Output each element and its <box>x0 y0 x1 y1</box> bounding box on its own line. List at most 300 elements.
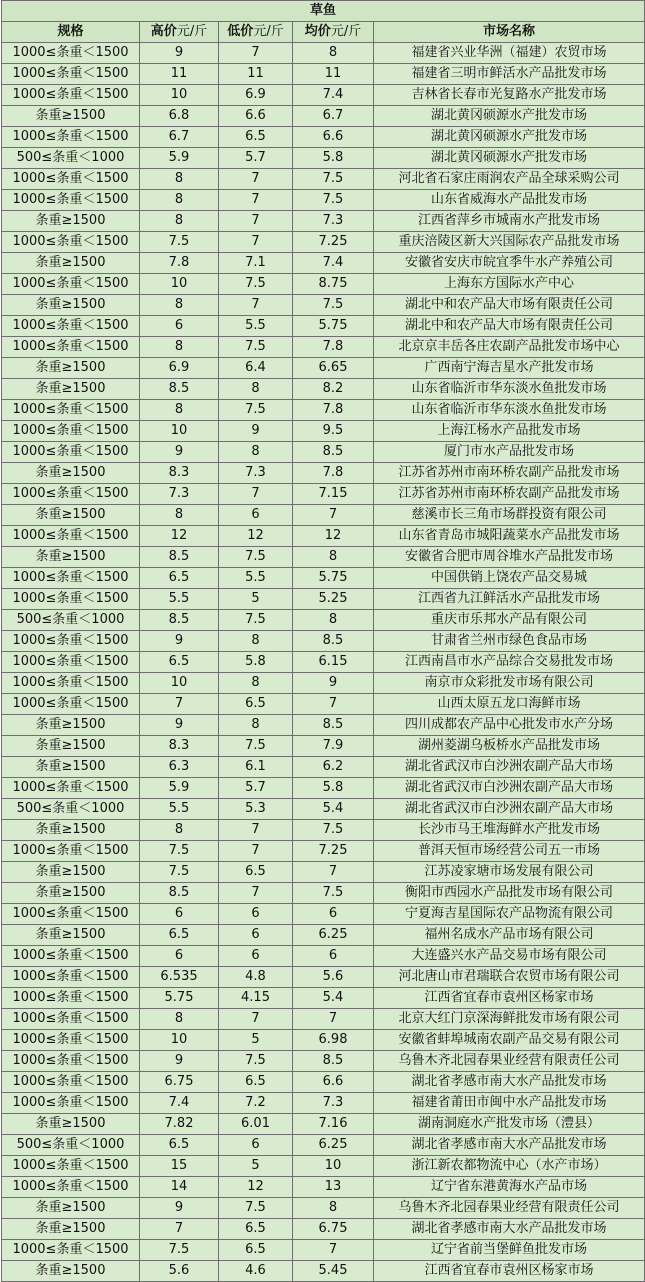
cell-market-name: 大连盛兴水产品交易市场有限公司 <box>374 946 645 967</box>
cell-spec: 1000≤条重＜1500 <box>2 127 140 148</box>
cell-low-price: 7 <box>219 883 293 904</box>
cell-market-name: 湖南洞庭水产批发市场（澧县） <box>374 1114 645 1135</box>
cell-low-price: 7.5 <box>219 400 293 421</box>
table-row <box>2 232 645 253</box>
cell-market-name: 湖北黄冈硕源水产批发市场 <box>374 127 645 148</box>
cell-high-price: 7.5 <box>140 862 219 883</box>
cell-high-price: 7.82 <box>140 1114 219 1135</box>
cell-spec: 1000≤条重＜1500 <box>2 232 140 253</box>
cell-avg-price: 8.5 <box>293 1051 374 1072</box>
cell-high-price: 6 <box>140 946 219 967</box>
cell-market-name: 上海江杨水产品批发市场 <box>374 421 645 442</box>
cell-low-price: 6.5 <box>219 694 293 715</box>
cell-high-price: 6.9 <box>140 358 219 379</box>
cell-market-name: 中国供销上饶农产品交易城 <box>374 568 645 589</box>
cell-high-price: 6 <box>140 316 219 337</box>
cell-low-price: 6 <box>219 925 293 946</box>
cell-high-price: 5.9 <box>140 148 219 169</box>
cell-high-price: 8 <box>140 169 219 190</box>
cell-market-name: 上海东方国际水产中心 <box>374 274 645 295</box>
cell-high-price: 8 <box>140 820 219 841</box>
cell-avg-price: 6.2 <box>293 757 374 778</box>
table-row <box>2 925 645 946</box>
cell-avg-price: 8 <box>293 1198 374 1219</box>
table-row <box>2 85 645 106</box>
cell-low-price: 6.1 <box>219 757 293 778</box>
cell-low-price: 7.2 <box>219 1093 293 1114</box>
cell-low-price: 7 <box>219 841 293 862</box>
cell-low-price: 7.5 <box>219 547 293 568</box>
cell-low-price: 5 <box>219 1156 293 1177</box>
header-avg-label: 均价 <box>304 24 331 39</box>
cell-high-price: 9 <box>140 1051 219 1072</box>
cell-high-price: 9 <box>140 715 219 736</box>
cell-spec: 1000≤条重＜1500 <box>2 526 140 547</box>
cell-low-price: 11 <box>219 64 293 85</box>
cell-high-price: 7.5 <box>140 1240 219 1261</box>
cell-high-price: 6.5 <box>140 568 219 589</box>
table-row <box>2 589 645 610</box>
cell-low-price: 7.3 <box>219 463 293 484</box>
table-row <box>2 862 645 883</box>
cell-avg-price: 8.5 <box>293 631 374 652</box>
cell-low-price: 6 <box>219 904 293 925</box>
cell-low-price: 6.6 <box>219 106 293 127</box>
cell-low-price: 5.8 <box>219 652 293 673</box>
cell-avg-price: 12 <box>293 526 374 547</box>
cell-spec: 1000≤条重＜1500 <box>2 1177 140 1198</box>
cell-market-name: 辽宁省前当堡鲜鱼批发市场 <box>374 1240 645 1261</box>
table-row <box>2 967 645 988</box>
table-row <box>2 547 645 568</box>
header-row <box>2 22 645 43</box>
table-row <box>2 1051 645 1072</box>
cell-spec: 条重≥1500 <box>2 358 140 379</box>
cell-avg-price: 6.6 <box>293 127 374 148</box>
table-title: 草鱼 <box>2 1 645 22</box>
cell-market-name: 湖北省武汉市白沙洲农副产品大市场 <box>374 778 645 799</box>
cell-market-name: 福建省莆田市闽中水产品批发市场 <box>374 1093 645 1114</box>
cell-avg-price: 7.5 <box>293 295 374 316</box>
cell-avg-price: 7.5 <box>293 883 374 904</box>
cell-high-price: 8 <box>140 190 219 211</box>
cell-high-price: 8.3 <box>140 463 219 484</box>
table-row <box>2 715 645 736</box>
table-row <box>2 64 645 85</box>
cell-spec: 1000≤条重＜1500 <box>2 967 140 988</box>
table-row <box>2 1135 645 1156</box>
cell-high-price: 7.5 <box>140 841 219 862</box>
cell-low-price: 12 <box>219 526 293 547</box>
title-row <box>2 1 645 22</box>
cell-low-price: 7.5 <box>219 736 293 757</box>
cell-avg-price: 8.5 <box>293 715 374 736</box>
cell-low-price: 5.5 <box>219 568 293 589</box>
cell-low-price: 7.5 <box>219 1198 293 1219</box>
cell-spec: 条重≥1500 <box>2 1114 140 1135</box>
cell-spec: 条重≥1500 <box>2 925 140 946</box>
cell-low-price: 5.7 <box>219 148 293 169</box>
header-high-price <box>140 22 219 43</box>
cell-avg-price: 6.15 <box>293 652 374 673</box>
table-row <box>2 421 645 442</box>
cell-high-price: 9 <box>140 442 219 463</box>
cell-market-name: 福建省兴业华洲（福建）农贸市场 <box>374 43 645 64</box>
cell-market-name: 安徽省合肥市周谷堆水产品批发市场 <box>374 547 645 568</box>
cell-low-price: 7 <box>219 43 293 64</box>
cell-low-price: 8 <box>219 673 293 694</box>
cell-market-name: 湖州菱湖乌板桥水产品批发市场 <box>374 736 645 757</box>
cell-market-name: 山东省青岛市城阳蔬菜水产品批发市场 <box>374 526 645 547</box>
cell-spec: 条重≥1500 <box>2 715 140 736</box>
table-row <box>2 694 645 715</box>
cell-market-name: 河北唐山市君瑞联合农贸市场有限公司 <box>374 967 645 988</box>
cell-high-price: 7 <box>140 1219 219 1240</box>
table-row <box>2 1177 645 1198</box>
cell-avg-price: 7.4 <box>293 253 374 274</box>
cell-avg-price: 6.25 <box>293 1135 374 1156</box>
cell-avg-price: 7.25 <box>293 841 374 862</box>
cell-spec: 1000≤条重＜1500 <box>2 1240 140 1261</box>
cell-low-price: 6 <box>219 505 293 526</box>
cell-avg-price: 5.45 <box>293 1261 374 1282</box>
cell-low-price: 8 <box>219 715 293 736</box>
cell-low-price: 7 <box>219 1009 293 1030</box>
cell-market-name: 乌鲁木齐北园春果业经营有限责任公司 <box>374 1198 645 1219</box>
cell-high-price: 7.8 <box>140 253 219 274</box>
cell-spec: 条重≥1500 <box>2 1261 140 1282</box>
table-row <box>2 169 645 190</box>
cell-avg-price: 9 <box>293 673 374 694</box>
cell-avg-price: 7.5 <box>293 190 374 211</box>
table-row <box>2 316 645 337</box>
cell-market-name: 湖北省孝感市南大水产品批发市场 <box>374 1135 645 1156</box>
cell-low-price: 7.5 <box>219 337 293 358</box>
cell-avg-price: 7.3 <box>293 211 374 232</box>
cell-spec: 500≤条重＜1000 <box>2 610 140 631</box>
cell-high-price: 7.5 <box>140 232 219 253</box>
cell-low-price: 8 <box>219 379 293 400</box>
cell-market-name: 湖北省武汉市白沙洲农副产品大市场 <box>374 799 645 820</box>
cell-high-price: 6.75 <box>140 1072 219 1093</box>
cell-high-price: 15 <box>140 1156 219 1177</box>
cell-high-price: 8 <box>140 1009 219 1030</box>
cell-market-name: 福建省三明市鲜活水产品批发市场 <box>374 64 645 85</box>
table-row <box>2 526 645 547</box>
cell-market-name: 河北省石家庄雨润农产品全球采购公司 <box>374 169 645 190</box>
cell-avg-price: 8.5 <box>293 442 374 463</box>
cell-high-price: 12 <box>140 526 219 547</box>
cell-spec: 条重≥1500 <box>2 862 140 883</box>
table-row <box>2 673 645 694</box>
cell-spec: 条重≥1500 <box>2 295 140 316</box>
cell-spec: 1000≤条重＜1500 <box>2 442 140 463</box>
cell-high-price: 5.75 <box>140 988 219 1009</box>
cell-market-name: 宁夏海吉星国际农产品物流有限公司 <box>374 904 645 925</box>
cell-spec: 1000≤条重＜1500 <box>2 1072 140 1093</box>
cell-avg-price: 7 <box>293 1240 374 1261</box>
table-row <box>2 757 645 778</box>
cell-avg-price: 6.7 <box>293 106 374 127</box>
cell-high-price: 10 <box>140 673 219 694</box>
cell-avg-price: 5.6 <box>293 967 374 988</box>
table-row <box>2 1198 645 1219</box>
table-row <box>2 1030 645 1051</box>
cell-low-price: 5 <box>219 1030 293 1051</box>
table-row <box>2 1093 645 1114</box>
cell-market-name: 江苏凌家塘市场发展有限公司 <box>374 862 645 883</box>
cell-avg-price: 7.25 <box>293 232 374 253</box>
cell-spec: 1000≤条重＜1500 <box>2 988 140 1009</box>
cell-avg-price: 10 <box>293 1156 374 1177</box>
cell-low-price: 8 <box>219 442 293 463</box>
cell-low-price: 7.5 <box>219 274 293 295</box>
cell-avg-price: 6.25 <box>293 925 374 946</box>
cell-spec: 1000≤条重＜1500 <box>2 1030 140 1051</box>
cell-market-name: 普洱天恒市场经营公司五一市场 <box>374 841 645 862</box>
cell-avg-price: 6.75 <box>293 1219 374 1240</box>
cell-market-name: 四川成都农产品中心批发市水产分场 <box>374 715 645 736</box>
cell-avg-price: 5.25 <box>293 589 374 610</box>
table-row <box>2 1240 645 1261</box>
cell-low-price: 6.5 <box>219 1072 293 1093</box>
table-row <box>2 295 645 316</box>
cell-high-price: 5.6 <box>140 1261 219 1282</box>
table-row <box>2 610 645 631</box>
table-row <box>2 1219 645 1240</box>
table-row <box>2 190 645 211</box>
cell-market-name: 长沙市马王堆海鲜水产批发市场 <box>374 820 645 841</box>
table-row <box>2 253 645 274</box>
cell-spec: 1000≤条重＜1500 <box>2 316 140 337</box>
cell-spec: 1000≤条重＜1500 <box>2 946 140 967</box>
cell-market-name: 北京京丰岳各庄农副产品批发市场中心 <box>374 337 645 358</box>
cell-market-name: 江西省宜春市袁州区杨家市场 <box>374 988 645 1009</box>
cell-spec: 1000≤条重＜1500 <box>2 589 140 610</box>
cell-low-price: 7 <box>219 190 293 211</box>
cell-high-price: 8.5 <box>140 379 219 400</box>
table-row <box>2 148 645 169</box>
table-row <box>2 1261 645 1282</box>
table-row <box>2 988 645 1009</box>
table-row <box>2 631 645 652</box>
cell-low-price: 7.5 <box>219 610 293 631</box>
price-table <box>1 0 645 1282</box>
cell-avg-price: 8 <box>293 547 374 568</box>
cell-avg-price: 5.75 <box>293 316 374 337</box>
cell-low-price: 9 <box>219 421 293 442</box>
cell-low-price: 5 <box>219 589 293 610</box>
cell-spec: 1000≤条重＜1500 <box>2 85 140 106</box>
cell-market-name: 慈溪市长三角市场群投资有限公司 <box>374 505 645 526</box>
header-spec: 规格 <box>2 22 140 43</box>
cell-avg-price: 7.8 <box>293 463 374 484</box>
cell-high-price: 5.9 <box>140 778 219 799</box>
cell-spec: 1000≤条重＜1500 <box>2 190 140 211</box>
cell-spec: 条重≥1500 <box>2 106 140 127</box>
cell-spec: 1000≤条重＜1500 <box>2 1093 140 1114</box>
cell-avg-price: 6 <box>293 904 374 925</box>
cell-market-name: 重庆涪陵区新大兴国际农产品批发市场 <box>374 232 645 253</box>
cell-market-name: 浙江新农都物流中心（水产市场） <box>374 1156 645 1177</box>
cell-avg-price: 7 <box>293 862 374 883</box>
table-row <box>2 274 645 295</box>
cell-high-price: 11 <box>140 64 219 85</box>
cell-high-price: 14 <box>140 1177 219 1198</box>
cell-avg-price: 7.8 <box>293 400 374 421</box>
cell-avg-price: 7 <box>293 1009 374 1030</box>
cell-market-name: 江西南昌市水产品综合交易批发市场 <box>374 652 645 673</box>
cell-low-price: 4.15 <box>219 988 293 1009</box>
cell-low-price: 5.3 <box>219 799 293 820</box>
cell-avg-price: 9.5 <box>293 421 374 442</box>
cell-high-price: 6 <box>140 904 219 925</box>
table-row <box>2 652 645 673</box>
cell-avg-price: 8.75 <box>293 274 374 295</box>
cell-spec: 1000≤条重＜1500 <box>2 421 140 442</box>
cell-market-name: 甘肃省兰州市绿色食品市场 <box>374 631 645 652</box>
table-row <box>2 841 645 862</box>
table-row <box>2 106 645 127</box>
cell-low-price: 6.9 <box>219 85 293 106</box>
cell-avg-price: 7 <box>293 694 374 715</box>
cell-spec: 条重≥1500 <box>2 757 140 778</box>
cell-market-name: 江苏省苏州市南环桥农副产品批发市场 <box>374 463 645 484</box>
cell-market-name: 北京大红门京深海鲜批发市场有限公司 <box>374 1009 645 1030</box>
cell-low-price: 12 <box>219 1177 293 1198</box>
cell-high-price: 6.535 <box>140 967 219 988</box>
cell-low-price: 4.6 <box>219 1261 293 1282</box>
table-row <box>2 904 645 925</box>
cell-avg-price: 7.3 <box>293 1093 374 1114</box>
cell-avg-price: 7.5 <box>293 820 374 841</box>
cell-low-price: 6 <box>219 1135 293 1156</box>
cell-market-name: 江西省萍乡市城南水产批发市场 <box>374 211 645 232</box>
cell-market-name: 湖北中和农产品大市场有限责任公司 <box>374 295 645 316</box>
cell-market-name: 江西省宜春市袁州区杨家市场 <box>374 1261 645 1282</box>
cell-spec: 条重≥1500 <box>2 505 140 526</box>
cell-avg-price: 7.16 <box>293 1114 374 1135</box>
cell-market-name: 乌鲁木齐北园春果业经营有限责任公司 <box>374 1051 645 1072</box>
cell-avg-price: 5.8 <box>293 148 374 169</box>
cell-avg-price: 8 <box>293 610 374 631</box>
cell-market-name: 山西太原五龙口海鲜市场 <box>374 694 645 715</box>
table-row <box>2 463 645 484</box>
table-row <box>2 1072 645 1093</box>
cell-low-price: 6.5 <box>219 862 293 883</box>
cell-avg-price: 5.75 <box>293 568 374 589</box>
cell-avg-price: 6.65 <box>293 358 374 379</box>
cell-market-name: 厦门市水产品批发市场 <box>374 442 645 463</box>
cell-market-name: 吉林省长春市光复路水产批发市场 <box>374 85 645 106</box>
cell-spec: 1000≤条重＜1500 <box>2 337 140 358</box>
cell-spec: 1000≤条重＜1500 <box>2 484 140 505</box>
cell-spec: 条重≥1500 <box>2 883 140 904</box>
cell-market-name: 山东省临沂市华东淡水鱼批发市场 <box>374 379 645 400</box>
cell-high-price: 8.3 <box>140 736 219 757</box>
cell-low-price: 6 <box>219 946 293 967</box>
cell-spec: 1000≤条重＜1500 <box>2 1009 140 1030</box>
table-row <box>2 1156 645 1177</box>
cell-low-price: 5.7 <box>219 778 293 799</box>
cell-avg-price: 7.8 <box>293 337 374 358</box>
cell-market-name: 南京市众彩批发市场有限公司 <box>374 673 645 694</box>
cell-avg-price: 7.5 <box>293 169 374 190</box>
cell-spec: 条重≥1500 <box>2 211 140 232</box>
cell-high-price: 8 <box>140 295 219 316</box>
cell-market-name: 广西南宁海吉星水产批发市场 <box>374 358 645 379</box>
cell-low-price: 6.4 <box>219 358 293 379</box>
cell-high-price: 6.8 <box>140 106 219 127</box>
cell-high-price: 5.5 <box>140 589 219 610</box>
cell-market-name: 湖北中和农产品大市场有限责任公司 <box>374 316 645 337</box>
table-row <box>2 127 645 148</box>
cell-spec: 条重≥1500 <box>2 1198 140 1219</box>
cell-low-price: 6.5 <box>219 127 293 148</box>
cell-low-price: 8 <box>219 631 293 652</box>
cell-spec: 1000≤条重＜1500 <box>2 64 140 85</box>
cell-high-price: 8 <box>140 337 219 358</box>
cell-high-price: 8 <box>140 400 219 421</box>
cell-avg-price: 8 <box>293 43 374 64</box>
cell-low-price: 6.01 <box>219 1114 293 1135</box>
cell-spec: 1000≤条重＜1500 <box>2 904 140 925</box>
table-row <box>2 883 645 904</box>
cell-spec: 500≤条重＜1000 <box>2 148 140 169</box>
header-avg-price <box>293 22 374 43</box>
cell-market-name: 福州名成水产品市场有限公司 <box>374 925 645 946</box>
header-low-price <box>219 22 293 43</box>
table-row <box>2 778 645 799</box>
cell-avg-price: 5.4 <box>293 799 374 820</box>
cell-spec: 1000≤条重＜1500 <box>2 694 140 715</box>
cell-spec: 条重≥1500 <box>2 463 140 484</box>
cell-high-price: 6.5 <box>140 652 219 673</box>
cell-spec: 条重≥1500 <box>2 1219 140 1240</box>
cell-market-name: 湖北黄冈硕源水产批发市场 <box>374 148 645 169</box>
cell-high-price: 6.3 <box>140 757 219 778</box>
cell-market-name: 山东省威海水产品批发市场 <box>374 190 645 211</box>
cell-market-name: 安徽省安庆市皖宜季牛水产养殖公司 <box>374 253 645 274</box>
cell-spec: 1000≤条重＜1500 <box>2 568 140 589</box>
cell-market-name: 江西省九江鲜活水产品批发市场 <box>374 589 645 610</box>
cell-high-price: 9 <box>140 631 219 652</box>
cell-spec: 500≤条重＜1000 <box>2 1135 140 1156</box>
cell-market-name: 湖北黄冈硕源水产批发市场 <box>374 106 645 127</box>
cell-low-price: 6.5 <box>219 1240 293 1261</box>
cell-market-name: 安徽省蚌埠城南农副产品交易有限公司 <box>374 1030 645 1051</box>
cell-avg-price: 11 <box>293 64 374 85</box>
cell-market-name: 衡阳市西园水产品批发市场有限公司 <box>374 883 645 904</box>
cell-high-price: 6.7 <box>140 127 219 148</box>
cell-low-price: 6.5 <box>219 1219 293 1240</box>
cell-spec: 1000≤条重＜1500 <box>2 673 140 694</box>
cell-spec: 条重≥1500 <box>2 736 140 757</box>
cell-low-price: 7 <box>219 211 293 232</box>
cell-high-price: 9 <box>140 1198 219 1219</box>
cell-spec: 1000≤条重＜1500 <box>2 274 140 295</box>
cell-low-price: 7 <box>219 232 293 253</box>
table-row <box>2 1009 645 1030</box>
cell-high-price: 7.4 <box>140 1093 219 1114</box>
cell-avg-price: 7.15 <box>293 484 374 505</box>
table-row <box>2 568 645 589</box>
cell-avg-price: 5.4 <box>293 988 374 1009</box>
cell-market-name: 江苏省苏州市南环桥农副产品批发市场 <box>374 484 645 505</box>
cell-high-price: 10 <box>140 421 219 442</box>
table-row <box>2 799 645 820</box>
cell-spec: 1000≤条重＜1500 <box>2 43 140 64</box>
